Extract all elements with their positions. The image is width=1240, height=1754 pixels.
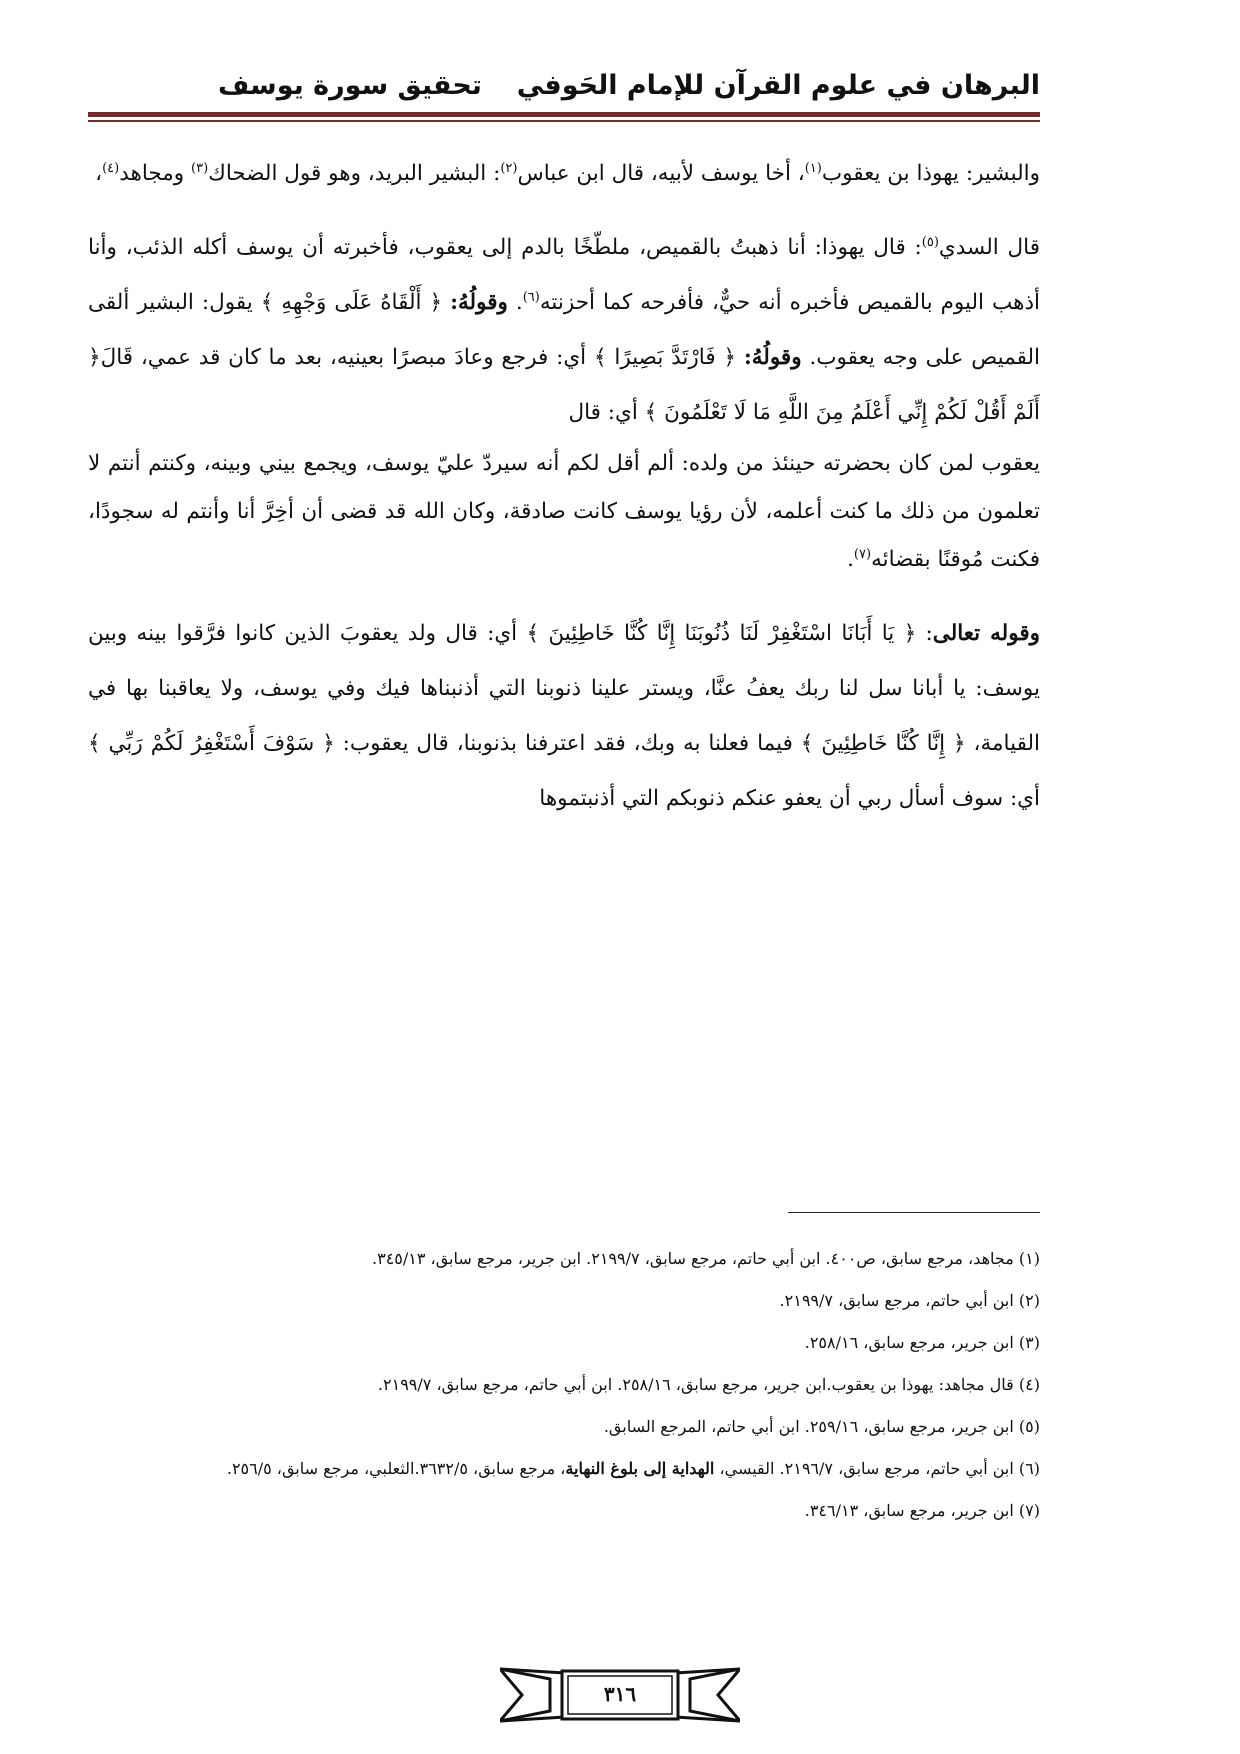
chapter-title: تحقيق سورة يوسف [218, 70, 482, 101]
footnote-ref-2[interactable]: (٢) [500, 160, 518, 176]
quran-verse: ﴿ يَا أَبَانَا اسْتَغْفِرْ لَنَا ذُنُوبَنَا إِنَّا كُنَّا خَاطِئِينَ ﴾ [526, 621, 917, 646]
book-title: البرهان في علوم القرآن للإمام الحَوفي [516, 70, 1040, 101]
footnote-2: (٢) ابن أبي حاتم، مرجع سابق، ٢١٩٩/٧. [779, 1291, 1040, 1310]
quran-verse: ﴿ إِنَّا كُنَّا خَاطِئِينَ ﴾ [800, 731, 966, 756]
footnote-ref-5[interactable]: (٥) [921, 234, 939, 250]
footnote-1: (١) مجاهد، مرجع سابق، ص٤٠٠. ابن أبي حاتم، مرجع سابق، ٢١٩٩/٧. ابن جرير، مرجع سابق، ٣٤٥/١٣. [372, 1249, 1040, 1268]
quran-verse: ﴿ أَلَمْ أَقُلْ لَكُمْ إِنِّي أَعْلَمُ مِنَ اللَّهِ مَا لَا تَعْلَمُونَ ﴾ [88, 345, 1040, 425]
footnote-ref-1[interactable]: (١) [804, 160, 822, 176]
footnote-separator [788, 1212, 1040, 1213]
paragraph-1: والبشير: يهوذا بن يعقوب$^{(١)}$، أخا يوسف لأبيه، قال ابن عباس$^{(٢)}$: البشير البريد، وهو قول الضحاك$^{(٣)}$ ومجاهد$^{(٤)}$، [95, 160, 1040, 186]
footnote-4: (٤) قال مجاهد: يهوذا بن يعقوب.ابن جرير، مرجع سابق، ٢٥٨/١٦. ابن أبي حاتم، مرجع سابق، ٢١٩٩/٧. [377, 1375, 1040, 1394]
footnote-7: (٧) ابن جرير، مرجع سابق، ٣٤٦/١٣. [804, 1501, 1040, 1520]
quran-verse: ﴿ سَوْفَ أَسْتَغْفِرُ لَكُمْ رَبِّي ﴾ [88, 731, 335, 756]
page-number-ribbon [500, 1665, 740, 1725]
paragraph-3: يعقوب لمن كان بحضرته حينئذ من ولده: ألم أقل لكم أنه سيردّ عليّ يوسف، ويجمع بيني وبينه، وكنتم أنتم لا تعلمون من ذلك ما كنت أعلمه، لأن رؤيا يوسف كانت صادقة، وكان الله قد قضى أن أخِرَّ أنا وأنتم له سجودًا، فكنت مُوقنًا بقضائه$^{(٧)}$. [88, 451, 1040, 572]
running-header [88, 70, 1040, 108]
footnote-5: (٥) ابن جرير، مرجع سابق، ٢٥٩/١٦. ابن أبي حاتم، المرجع السابق. [603, 1417, 1040, 1436]
footnotes [88, 1238, 1040, 1532]
quran-verse: ﴿ فَارْتَدَّ بَصِيرًا ﴾ [586, 345, 744, 370]
quran-verse: ﴿ أَلْقَاهُ عَلَى وَجْهِهِ ﴾ [252, 290, 451, 315]
footnote-3: (٣) ابن جرير، مرجع سابق، ٢٥٨/١٦. [804, 1333, 1040, 1352]
footnote-ref-7[interactable]: (٧) [853, 546, 872, 562]
header-rule-thick [88, 112, 1040, 117]
paragraph-2: قال السدي$^{(٥)}$: قال يهوذا: أنا ذهبتُ بالقميص، ملطّخًا بالدم إلى يعقوب، فأخبرته أن يوسف أكله الذئب، وأنا أذهب اليوم بالقميص فأخبره أنه حيٌّ، فأفرحه كما أحزنته$^{(٦)}$. وقولُهُ: ﴿ أَلْقَاهُ عَلَى وَجْهِهِ ﴾ يقول: البشير ألقى القميص على وجه يعقوب. وقولُهُ: ﴿ فَارْتَدَّ بَصِيرًا ﴾ أي: فرجع وعادَ مبصرًا بعينيه، بعد ما كان قد عمي، قَالَ﴿ أَلَمْ أَقُلْ لَكُمْ إِنِّي أَعْلَمُ مِنَ اللَّهِ مَا لَا تَعْلَمُونَ ﴾ أي: قال [88, 234, 1040, 425]
page-number: ٣١٦ [603, 1682, 637, 1706]
paragraph-4: وقوله تعالى: ﴿ يَا أَبَانَا اسْتَغْفِرْ لَنَا ذُنُوبَنَا إِنَّا كُنَّا خَاطِئِينَ ﴾ أي: قال ولد يعقوبَ الذين كانوا فرَّقوا بينه وبين يوسف: يا أبانا سل لنا ربك يعفُ عنَّا، ويستر علينا ذنوبنا التي أذنبناها فيك وفي يوسف، ولا يعاقبنا بها في القيامة، ﴿ إِنَّا كُنَّا خَاطِئِينَ ﴾ فيما فعلنا به وبك، فقد اعترفنا بذنوبنا، قال يعقوب: ﴿ سَوْفَ أَسْتَغْفِرُ لَكُمْ رَبِّي ﴾ أي: سوف أسأل ربي أن يعفو عنكم ذنوبكم التي أذنبتموها [88, 621, 1040, 811]
footnote-ref-3[interactable]: (٣) [191, 160, 209, 176]
footnote-6: (٦) ابن أبي حاتم، مرجع سابق، ٢١٩٦/٧. القيسي، الهداية إلى بلوغ النهاية، مرجع سابق، ٣٦٣٢/٥.الثعلبي، مرجع سابق، ٢٥٦/٥. [226, 1459, 1040, 1478]
header-rule-thin [88, 120, 1040, 122]
main-text [88, 150, 1040, 826]
footnote-ref-6[interactable]: (٦) [522, 289, 540, 305]
footnote-ref-4[interactable]: (٤) [102, 160, 120, 176]
